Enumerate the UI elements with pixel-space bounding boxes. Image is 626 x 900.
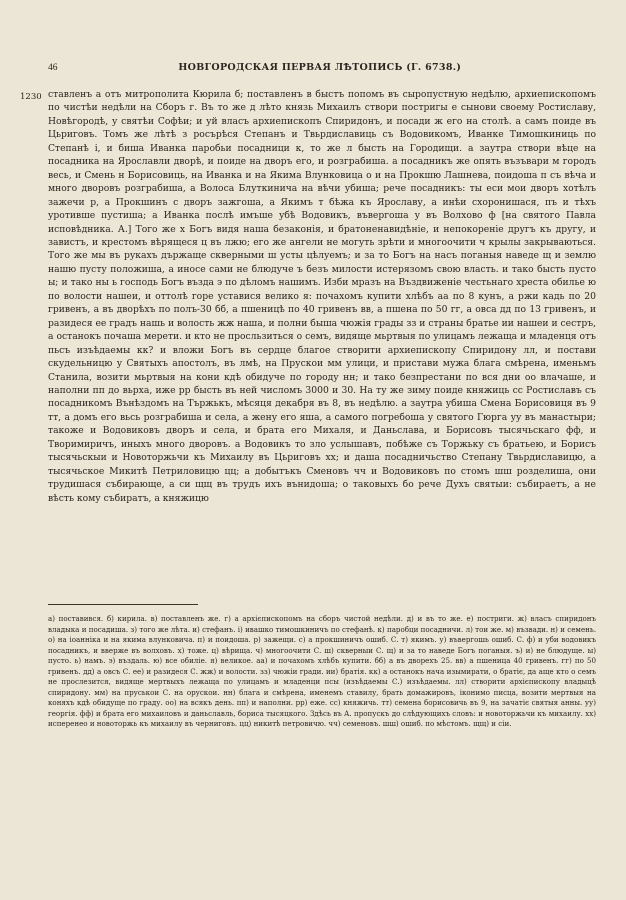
running-title: НОВГОРОДСКАЯ ПЕРВАЯ ЛѢТОПИСЬ (Г. 6738.)	[178, 62, 462, 73]
chronicle-paragraph: ставленъ а отъ митрополита Кюрила б; поставленъ в быстъ попомъ въ сыропустную недѣлю, архиепископомъ по чистѣи недѣли на Сборъ г. Въ то же д лѣто князь Михаилъ створи постригы е сынови своему Ростиславу, Новѣгородѣ, у святѣи Софѣи; и уй власъ архиепископъ Спиридонъ, и посади ж его на столѣ. а самъ поиде въ Цьриговъ. Томъ же лѣтѣ з росърѣся Степанъ и Твьрдиславиць съ Водовикомъ, Иванке Тимошкиниць по Степанѣ і, и биша Иванка паробьи посадници к, то же л бысть на Городищи. а заутра створи вѣце на посадника на Ярославли дворѣ, и поиде на дворъ его, и розграбиша. а посадникъ же опять възъвари м городъ весь, и Смень н Борисовиць, на Иванка и на Якима Влунковица о и на Прокшю Лашнева, поидоша п съ вѣча и много дворовъ розграбиша, а Волоса Блуткинича на вѣчи убиша; рече посадникъ: ты еси мои дворъ хотѣлъ зажечи р, а Прокшинъ с дворъ зажгоша, а Якимъ т бѣжа къ Ярославу, а инѣи схоронишася, пъ и тѣхъ уротивше пустиша; а Иванка послѣ имъше убѣ Водовикъ, въвергоша у въ Волхово ф [на святого Павла исповѣдника. А.] Того же х Богъ видя наша безаконія, и братоненавидѣніе, и непокореніе другъ къ другу, и завистъ, и крестомъ вѣрящеся ц въ лжю; его же ангели не могуть зрѣти и многоочити ч крылы закрываються. Того же мы въ рукахъ държаще скверными ш усты цѣлуемъ; и за то Богъ на насъ поганыя наведе щ и землю нашю пусту положиша, а иносе сами не блюдуче ъ безъ милости истерязомъ свою власть. и тако бысть пусто ы; и тако ны ь господь Богъ възда э по дѣломъ нашимъ. Изби мразъ на Въздвиженіе честьнаго хреста обилье ю по волости нашеи, и оттолѣ горе уставися велико я: почахомъ купити хлѣбъ аа по 8 кунъ, а ржи кадь по 20 гривенъ, а въ дворѣхъ по полъ-30 бб, а пшеницѣ по 40 гривенъ вв, а пшена по 50 гг, а овса дд по 13 гривенъ, и разидеся ее градъ нашь и волость жж наша, и полни быша чюжія грады зз и страны братье ии нашеи и сестръ, а останокъ почаша мерети. и кто не просльзиться о семъ, видяще мьртвыя по улицамъ лежаща и младенця отъ пьсъ изъѣдаемы кк? и вложи Богъ въ сердце благое створити архиепископу Спиридону лл, и постави скудельницю у Святыхъ апостолъ, въ лмѣ, на Прускои мм улици, и пристави мужа блага смѣрена, именьмъ Станила, возити мьртвыя на кони кдѣ обидуче по городу нн; и тако безпрестани по вся дни оо влачаше, и наполни пп до вьрха, иже рр бысть въ ней числомъ 3000 и 30. На ту же зиму поиде княжиць сс Ростиславъ съ посадникомъ Вънѣздомъ на Тържькъ, мѣсяця декабря въ 8, въ недѣлю. а заутра убиша Смена Борисовиця въ 9 тт, а домъ его вьсь розграбиша и села, а жену его яша, а самого погребоша у святого Гюрга уу въ манастыри; такоже и Водовиковъ дворъ и села, и брата его Михаля, и Даньслава, и Борисовъ тысячьскаго фф, и Творимиричъ, иныхъ много дворовъ. а Водовикъ то зло услышавъ, побѣже съ Торжьку съ братьею, и Борисъ тысячьскыи и Новоторжьчи къ Михаилу въ Цьриговъ хх; и даша посадничьство Степану Твьрдиславицю, а тысячьское Микитѣ Петриловицю цц; а добытъкъ Сменовъ чч и Водовиковъ по стомъ шш розделиша, они трудишася събирающе, а си щщ въ трудъ ихъ вънидоша; о таковыхъ бо рече Духъ святыи: събираетъ, а не вѣсть кому събиратъ, а княжицю	[48, 89, 596, 504]
margin-year: 1230	[20, 92, 42, 102]
footnotes	[48, 614, 596, 730]
chronicle-text	[48, 88, 596, 505]
running-header	[48, 62, 596, 76]
page-number: 46	[48, 63, 58, 73]
footnote-paragraph: а) поставився. б) кирила. в) поставленъ же. г) а архієпископомъ на сборъ чистой недѣли. д) и въ то же. е) постриги. ж) власъ спиридонъ владыка и посадиша. з) того же лѣта. и) стефанъ. і) ивашко тимошкиничъ по стефанѣ. к) паробци посадничи. л) тои же. м) възвади. н) и семень. о) на іоанніка и на якима влунковича. п) и поидоша. р) зажещи. с) а прокшиничъ ошиб. С. т) якимъ. у) въвергошь ошиб. С. ф) и уби водовикъ посадникъ, и вверже въ волховъ. х) тоже. ц) вѣрища. ч) многоочити С. ш) скверныи С. щ) и за то наведе Богъ поганыя. ъ) и) не блюдуще. ы) пусто. ь) намъ. э) въздаль. ю) все обиліе. я) великое. аа) и почахомъ хлѣбъ купити. бб) а въ дворехъ 25. вв) а пшеница 40 гривенъ. гг) по 50 гривенъ. дд) а овсъ С. ее) и разидеся С. жж) и волости. зз) чюжіи гради. ии) братія. кк) а останокъ нача изымирати, о братіє, да аще кто о семъ не прослезится, видяще мертвыхъ лежаща по улицамъ и младенци псы (изъѣдаемы С.) изъѣдаемы. лл) створити архієпископу владыцѣ спиридону. мм) на пруськои С. на орускои. нн) блага и смѣрена, именемъ ставилу, брать домажировъ, іконимо писца, возити мертвыя на коняхъ кдѣ обидуще по граду. оо) на всякъ день. пп) и наполни. рр) еже. сс) княжичь. тт) семена борисовичь въ 9, на зачатіє святыя анны. уу) георгія. фф) и брата его михаиловъ и даньславль, бориса тысяцкого. Здѣсь въ А. пропускъ до слѣдующихъ словъ: и новоторжьчи къ михаилу. хх) исперенео и новоторжь къ михаилу въ черниговъ. цц) никитѣ петровичю. чч) семеновъ. шш) ошиб. по мѣстомъ. щщ) и сіи.	[48, 614, 596, 729]
footnote-divider	[48, 604, 198, 605]
